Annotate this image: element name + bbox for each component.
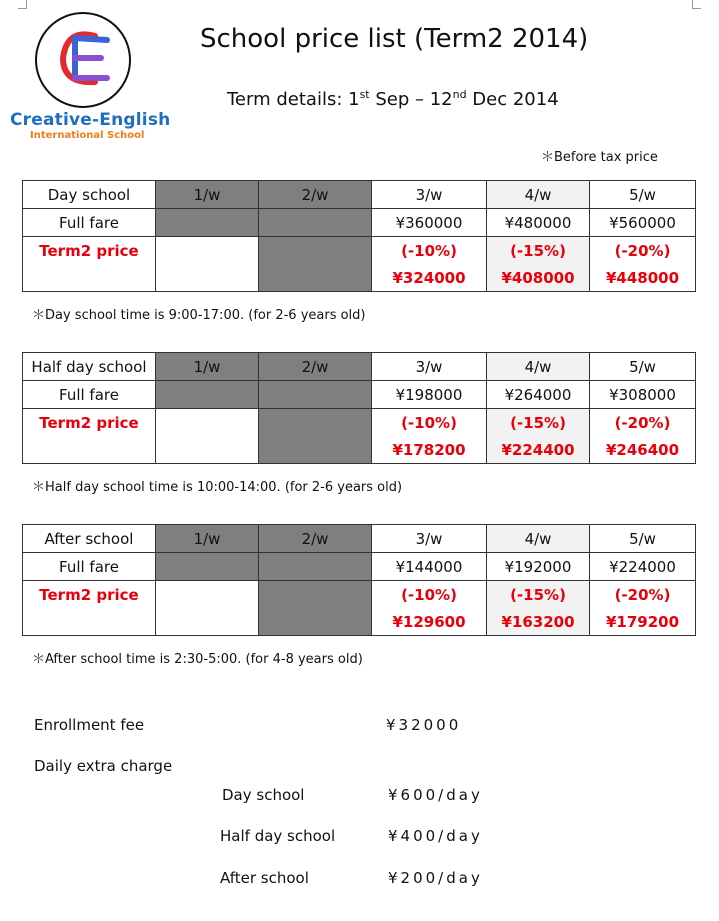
daily-extra-charge-label: Daily extra charge: [34, 757, 173, 775]
freq-header: 4/w: [487, 353, 590, 381]
empty-cell: [156, 608, 259, 636]
term-price: ¥448000: [590, 264, 696, 292]
page-title: School price list (Term2 2014): [200, 24, 589, 54]
fare-label: Full fare: [23, 209, 156, 237]
freq-header: 5/w: [590, 525, 696, 553]
term-price: ¥129600: [372, 608, 487, 636]
fare-label: Full fare: [23, 553, 156, 581]
freq-header: 1/w: [156, 353, 259, 381]
tax-note: ＊Before tax price: [541, 150, 658, 165]
empty-cell: [156, 381, 259, 409]
freq-header: 1/w: [156, 525, 259, 553]
discount: (-10%): [372, 581, 487, 609]
fare-value: ¥198000: [372, 381, 487, 409]
empty-cell: [156, 264, 259, 292]
term-price: ¥224400: [487, 436, 590, 464]
daily-charge-label: Day school: [222, 786, 305, 804]
empty-cell: [259, 409, 372, 464]
freq-header: 4/w: [487, 525, 590, 553]
freq-header: 2/w: [259, 525, 372, 553]
term-details: Term details: 1st Sep – 12nd Dec 2014: [227, 88, 559, 110]
freq-header: 4/w: [487, 181, 590, 209]
table-note: ＊After school time is 2:30-5:00. (for 4-8 years old): [32, 652, 363, 667]
empty-cell: [156, 553, 259, 581]
term-price: ¥246400: [590, 436, 696, 464]
table-note: ＊Half day school time is 10:00-14:00. (for 2-6 years old): [32, 480, 403, 495]
table-row: [23, 581, 696, 609]
table-row: [23, 181, 696, 209]
after-school-price-table: [22, 524, 696, 636]
freq-header: 2/w: [259, 353, 372, 381]
table-row: [23, 409, 696, 437]
empty-cell: [259, 381, 372, 409]
term-price-label: Term2 price: [23, 581, 156, 609]
fare-value: ¥360000: [372, 209, 487, 237]
empty-cell: [259, 237, 372, 292]
term-price-label: Term2 price: [23, 409, 156, 437]
table-row: [23, 381, 696, 409]
logo-brand-text: Creative-English: [10, 110, 171, 130]
term-price: ¥163200: [487, 608, 590, 636]
empty-cell: [23, 264, 156, 292]
empty-cell: [156, 436, 259, 464]
empty-cell: [156, 209, 259, 237]
discount: (-20%): [590, 409, 696, 437]
fare-label: Full fare: [23, 381, 156, 409]
freq-header: 5/w: [590, 181, 696, 209]
school-logo: [10, 12, 170, 142]
daily-charge-label: Half day school: [220, 827, 336, 845]
empty-cell: [23, 436, 156, 464]
discount: (-15%): [487, 409, 590, 437]
freq-header: 5/w: [590, 353, 696, 381]
fare-value: ¥192000: [487, 553, 590, 581]
table-row: [23, 209, 696, 237]
discount: (-20%): [590, 581, 696, 609]
page-corner-mark-left: [18, 0, 27, 9]
freq-header: 3/w: [372, 353, 487, 381]
empty-cell: [23, 608, 156, 636]
table-row: [23, 525, 696, 553]
fare-value: ¥560000: [590, 209, 696, 237]
enrollment-fee-label: Enrollment fee: [34, 716, 145, 734]
empty-cell: [156, 581, 259, 609]
term-price: ¥178200: [372, 436, 487, 464]
logo-circle: [35, 12, 131, 108]
course-name: After school: [23, 525, 156, 553]
fare-value: ¥144000: [372, 553, 487, 581]
term-price-label: Term2 price: [23, 237, 156, 265]
empty-cell: [259, 553, 372, 581]
logo-subtitle: International School: [30, 130, 145, 141]
daily-charge-value: ¥600/day: [388, 786, 483, 804]
empty-cell: [259, 581, 372, 636]
daily-charge-value: ¥200/day: [388, 869, 483, 887]
empty-cell: [259, 209, 372, 237]
enrollment-fee-value: ¥32000: [386, 716, 462, 734]
discount: (-10%): [372, 409, 487, 437]
discount: (-10%): [372, 237, 487, 265]
course-name: Half day school: [23, 353, 156, 381]
freq-header: 1/w: [156, 181, 259, 209]
table-note: ＊Day school time is 9:00-17:00. (for 2-6 years old): [32, 308, 366, 323]
day-school-price-table: [22, 180, 696, 292]
fare-value: ¥308000: [590, 381, 696, 409]
logo-ce-mark-icon: [37, 14, 129, 106]
discount: (-15%): [487, 581, 590, 609]
fare-value: ¥224000: [590, 553, 696, 581]
freq-header: 2/w: [259, 181, 372, 209]
daily-charge-value: ¥400/day: [388, 827, 483, 845]
empty-cell: [156, 237, 259, 265]
term-price: ¥324000: [372, 264, 487, 292]
table-row: [23, 553, 696, 581]
discount: (-15%): [487, 237, 590, 265]
term-price: ¥408000: [487, 264, 590, 292]
fare-value: ¥264000: [487, 381, 590, 409]
freq-header: 3/w: [372, 181, 487, 209]
freq-header: 3/w: [372, 525, 487, 553]
course-name: Day school: [23, 181, 156, 209]
discount: (-20%): [590, 237, 696, 265]
fare-value: ¥480000: [487, 209, 590, 237]
daily-charge-label: After school: [220, 869, 309, 887]
table-row: [23, 237, 696, 265]
page-corner-mark-right: [692, 0, 701, 9]
half-day-school-price-table: [22, 352, 696, 464]
empty-cell: [156, 409, 259, 437]
term-price: ¥179200: [590, 608, 696, 636]
table-row: [23, 353, 696, 381]
